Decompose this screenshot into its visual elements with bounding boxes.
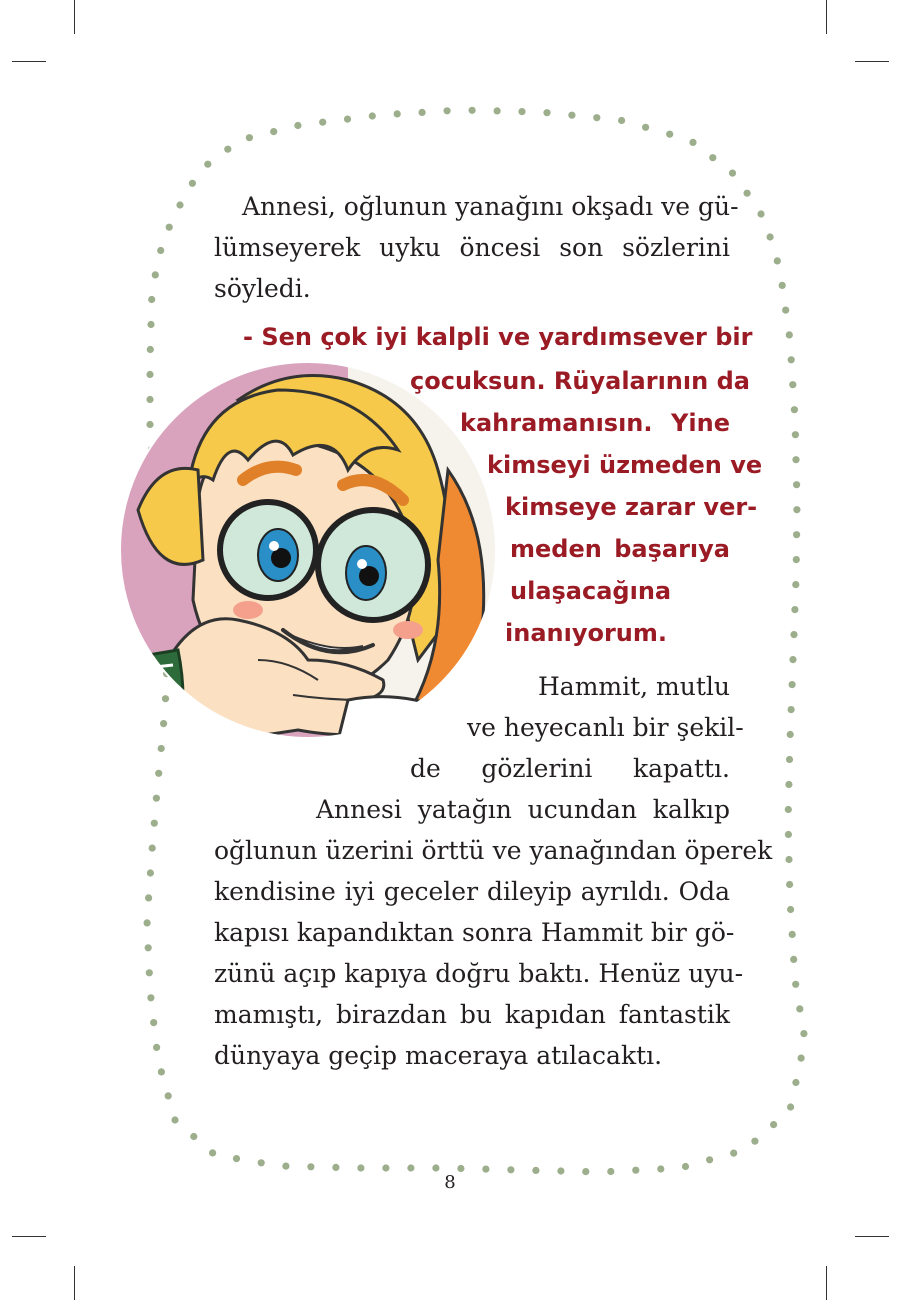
frame-dot [332,1164,339,1171]
frame-dot [158,745,165,752]
narration-line: kendisine iyi geceler dileyip ayrıldı. Oda [214,877,730,906]
frame-dot [190,1133,197,1140]
frame-dot [147,346,154,353]
frame-dot [792,431,799,438]
frame-dot [757,210,764,217]
frame-dot [796,1005,803,1012]
frame-dot [149,845,156,852]
frame-dot [151,820,158,827]
frame-dot [568,112,575,119]
narration-line: Annesi yatağın ucundan kalkıp [316,795,730,824]
frame-dot [369,112,376,119]
frame-dot [148,296,155,303]
frame-dot [145,944,152,951]
speech-line: meden başarıya [510,535,730,563]
frame-dot [152,271,159,278]
frame-dot [793,531,800,538]
frame-dot [233,1155,240,1162]
frame-dot [791,406,798,413]
frame-dot [444,107,451,114]
frame-dot [798,1055,805,1062]
frame-dot [787,731,794,738]
frame-dot [319,119,326,126]
frame-dot [246,134,253,141]
frame-dot [790,956,797,963]
frame-dot [258,1159,265,1166]
frame-dot [146,969,153,976]
frame-dot [793,556,800,563]
frame-dot [165,1092,172,1099]
frame-dot [153,795,160,802]
narration-line: de gözlerini kapattı. [410,754,730,783]
frame-dot [785,856,792,863]
frame-dot [204,161,211,168]
frame-dot [770,1121,777,1128]
frame-dot [751,1138,758,1145]
frame-dot [792,981,799,988]
narration-line: Annesi, oğlunun yanağını okşadı ve gü- [242,192,739,221]
frame-dot [419,109,426,116]
narration-line: zünü açıp kapıya doğru baktı. Henüz uyu- [214,959,744,988]
speech-line: ulaşacağına [510,577,672,605]
speech-line: kahramanısın. Yine [460,409,730,437]
frame-dot [729,170,736,177]
frame-dot [155,770,162,777]
frame-dot [157,247,164,254]
frame-dot [779,282,786,289]
frame-dot [785,831,792,838]
frame-dot [789,381,796,388]
frame-dot [144,919,151,926]
frame-dot [787,1103,794,1110]
frame-dot [789,931,796,938]
frame-dot [593,114,600,121]
frame-dot [774,257,781,264]
frame-dot [150,1019,157,1026]
narration-line: oğlunun üzerini örttü ve yanağından öperek [214,836,773,865]
frame-dot [145,894,152,901]
frame-dot [730,1150,737,1157]
boy-illustration [118,360,498,740]
frame-dot [282,1163,289,1170]
frame-dot [689,139,696,146]
frame-dot [782,307,789,314]
frame-dot [176,201,183,208]
frame-dot [787,906,794,913]
frame-dot [147,321,154,328]
narration-line: mamıştı, birazdan bu kapıdan fantastik [214,1000,730,1029]
narration-line: ve heyecanlı bir şekil- [467,713,744,742]
frame-dot [494,107,501,114]
frame-dot [189,180,196,187]
frame-dot [785,781,792,788]
frame-dot [682,1163,689,1170]
frame-dot [171,1116,178,1123]
frame-dot [744,190,751,197]
speech-line: kimseyi üzmeden ve [487,451,763,479]
frame-dot [147,994,154,1001]
frame-dot [407,1164,414,1171]
page-number: 8 [444,1172,456,1193]
frame-dot [706,1156,713,1163]
frame-dot [786,756,793,763]
frame-dot [767,233,774,240]
frame-dot [793,481,800,488]
frame-dot [158,1068,165,1075]
frame-dot [786,881,793,888]
frame-dot [788,706,795,713]
frame-dot [166,224,173,231]
narration-line: kapısı kapandıktan sonra Hammit bir gö- [214,918,735,947]
speech-line: kimseye zarar ver- [505,493,758,521]
frame-dot [791,606,798,613]
frame-dot [709,154,716,161]
frame-dot [792,581,799,588]
frame-dot [432,1164,439,1171]
narration-line: Hammit, mutlu [537,672,730,701]
frame-dot [789,681,796,688]
speech-line: inanıyorum. [505,619,667,647]
frame-dot [394,110,401,117]
frame-dot [785,806,792,813]
frame-dot [642,124,649,131]
frame-dot [307,1163,314,1170]
frame-dot [209,1149,216,1156]
frame-dot [147,869,154,876]
frame-dot [270,128,277,135]
frame-dot [344,116,351,123]
narration-line: lümseyerek uyku öncesi son sözlerini [214,233,730,262]
frame-dot [382,1164,389,1171]
speech-line: - Sen çok iyi kalpli ve yardımsever bir [243,323,753,351]
frame-dot [666,131,673,138]
frame-dot [792,456,799,463]
frame-dot [618,117,625,124]
narration-line: söyledi. [214,274,311,303]
frame-dot [294,122,301,129]
frame-dot [543,109,550,116]
speech-line: çocuksun. Rüyalarının da [410,367,750,395]
frame-dot [357,1164,364,1171]
frame-dot [786,331,793,338]
frame-dot [789,656,796,663]
frame-dot [788,356,795,363]
frame-dot [469,107,476,114]
frame-dot [224,146,231,153]
frame-dot [793,506,800,513]
frame-dot [800,1030,807,1037]
frame-dot [792,1079,799,1086]
frame-dot [790,631,797,638]
frame-dot [153,1044,160,1051]
narration-line: dünyaya geçip maceraya atılacaktı. [214,1041,663,1070]
frame-dot [518,108,525,115]
